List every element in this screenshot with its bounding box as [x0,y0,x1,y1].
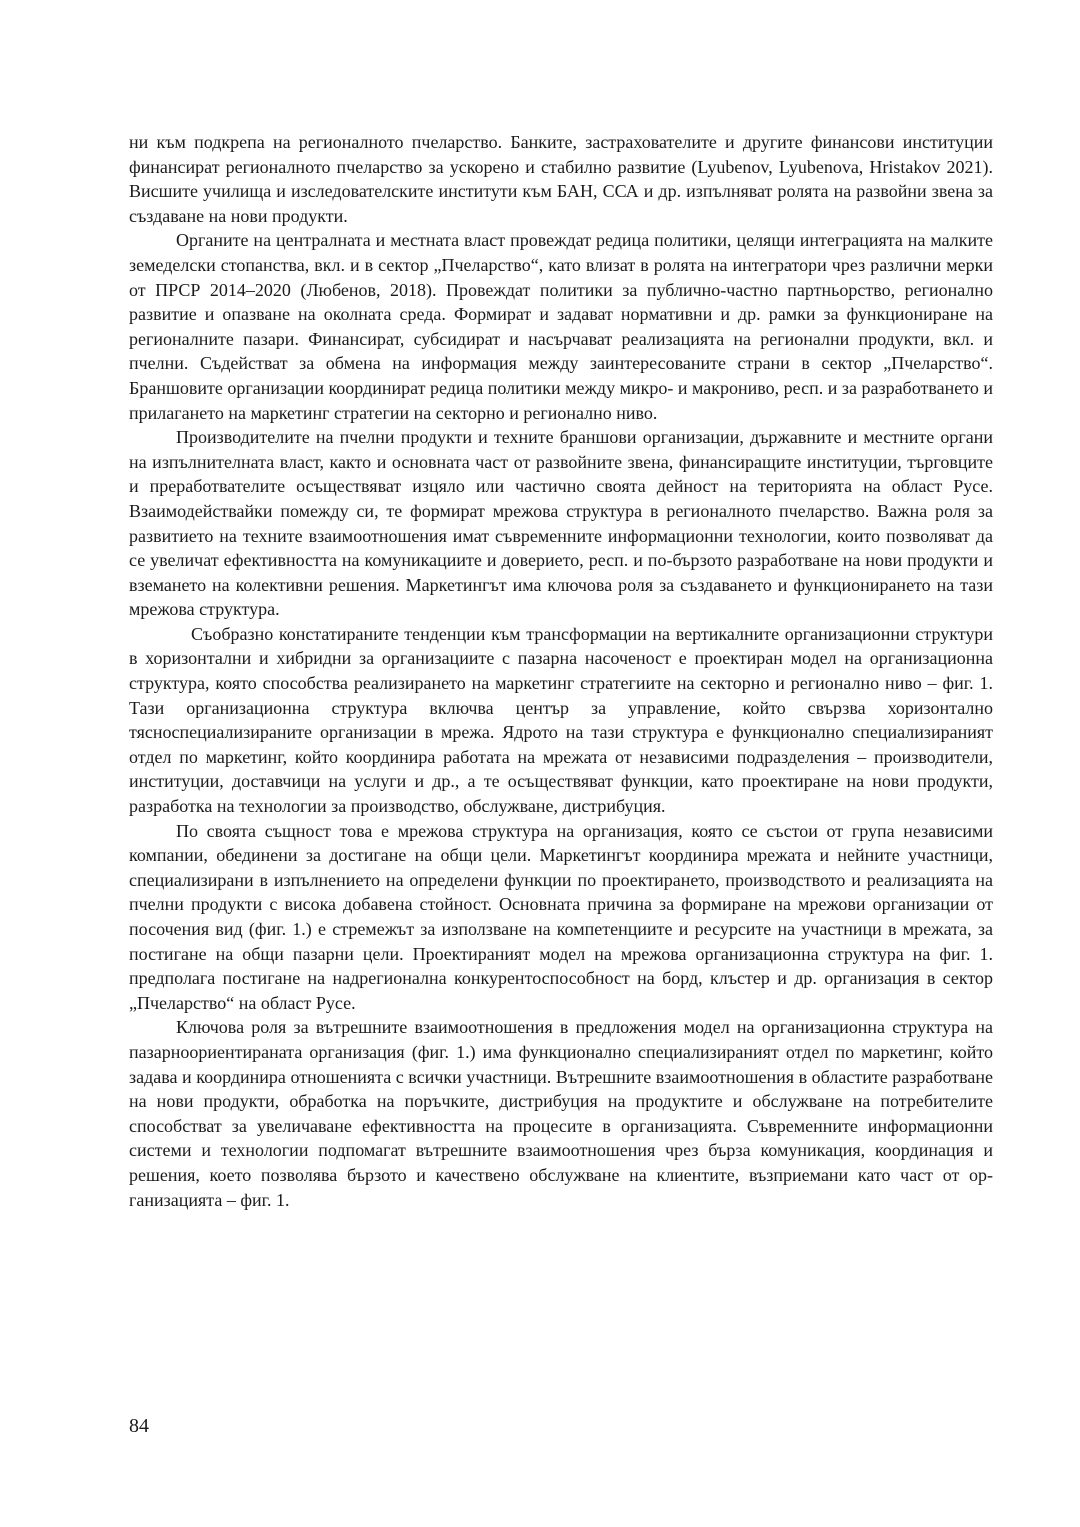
paragraph-4: Съобразно констатираните тенденции към трансформации на вертикалните организационни структури в хоризонтални и хибридни за организациите с пазарна насоченост е проектиран модел на организационна структура, която способства реализирането на маркетинг стратегиите на секторно и регионално ниво – фиг. 1. Тази организационна структура включва център за управление, който свързва хоризонтално тяснoспециализираните организации в мрежа. Ядрото на тази структура е функционално специализираният отдел по маркетинг, който координира работата на мрежата от независими подразделения – производители, институции, доставчици на услуги и др., а те осъществяват функции, като проектиране на нови продукти, разработка на технологии за производство, обслужване, дистрибуция. [129,623,993,817]
paragraph-1: ни към подкрепа на регионалното пчеларство. Банките, застрахователите и другите финансови институции финансират регионалното пчеларство за ускорено и стабилно развитие (Lyubenov, Lyubenova, Hristakov 2021). Висшите училища и изследователските институти към БАН, ССА и др. изпълняват ролята на развойни звена за създаване на нови продукти. [129,132,993,226]
paragraph-5: По своята същност това е мрежова структура на организация, която се състои от група независими компании, обединени за достигане на общи цели. Маркетингът координира мрежата и нейните участници, специализирани в изпълнението на определени функции по проектирането, производството и реализацията на пчелни продукти с висока добавена стойност. Основната причина за формиране на мрежови организации от посочения вид (фиг. 1.) е стремежът за използване на компетенциите и ресурсите на участници в мрежата, за постигане на общи пазарни цели. Проектираният модел на мрежова организационна структура на фиг. 1. предполага постигане на надрегионална конкурентоспособност на борд, клъстер и др. организация в сектор „Пчеларство“ на област Русе. [129,820,993,1013]
paragraph-3: Производителите на пчелни продукти и техните браншови организации, държавните и местните органи на изпълнителната власт, както и основната част от развойните звена, финансиращите институции, търговците и преработвателите осъществяват изцяло или частично своята дейност на територията на област Русе. Взаимодействайки помежду си, те формират мрежова структура в регионалното пчеларство. Важна роля за развитието на техните взаимоотношения имат съвременните информационни технологии, които позволяват да се увеличат ефективността на комуникациите и доверието, респ. и по-бързото разработване на нови продукти и вземането на колективни решения. Маркетингът има ключова роля за създаването и функционирането на тази мрежова структура. [129,427,993,620]
paragraph-2: Органите на централната и местната власт провеждат редица политики, целящи интеграцията на малките земеделски стопанства, вкл. и в сектор „Пчеларство“, като влизат в ролята на интегратори чрез различни мерки от ПРСР 2014–2020 (Любенов, 2018). Провеждат политики за публично-частно партньорство, регионално развитие и опазване на околната среда. Формират и задават нормативни и др. рамки за функциониране на регионалните пазари. Финансират, субсидират и насърчават реализацията на регионални продукти, вкл. и пчелни. Съдействат за обмена на информация между заинтересованите страни в сектор „Пчеларство“. Браншовите организации координират редица политики между микро- и макрониво, респ. и за разработването и прилагането на маркетинг стратегии на секторно и регионално ниво. [129,230,993,423]
paragraph-6: Ключова роля за вътрешните взаимоотношения в предложения модел на организационна структура на пазарноориентираната организация (фиг. 1.) има функционално специализираният отдел по маркетинг, който задава и координира отношенията с всички участници. Вътрешните взаимоотношения в областите разработване на нови продукти, обработка на поръчките, дистрибуция на продуктите и обслужване на потребителите способстват за увеличаване ефективността на процесите в организацията. Съвременните информационни системи и технологии подпомагат вътрешните взаимоотношения чрез бърза комуникация, координация и решения, което позволява бързото и качествено обслужване на клиентите, възприемани като част от организацията – фиг. 1. [129,1017,993,1210]
page-body [129,130,993,1212]
page-number: 84 [129,1415,149,1437]
